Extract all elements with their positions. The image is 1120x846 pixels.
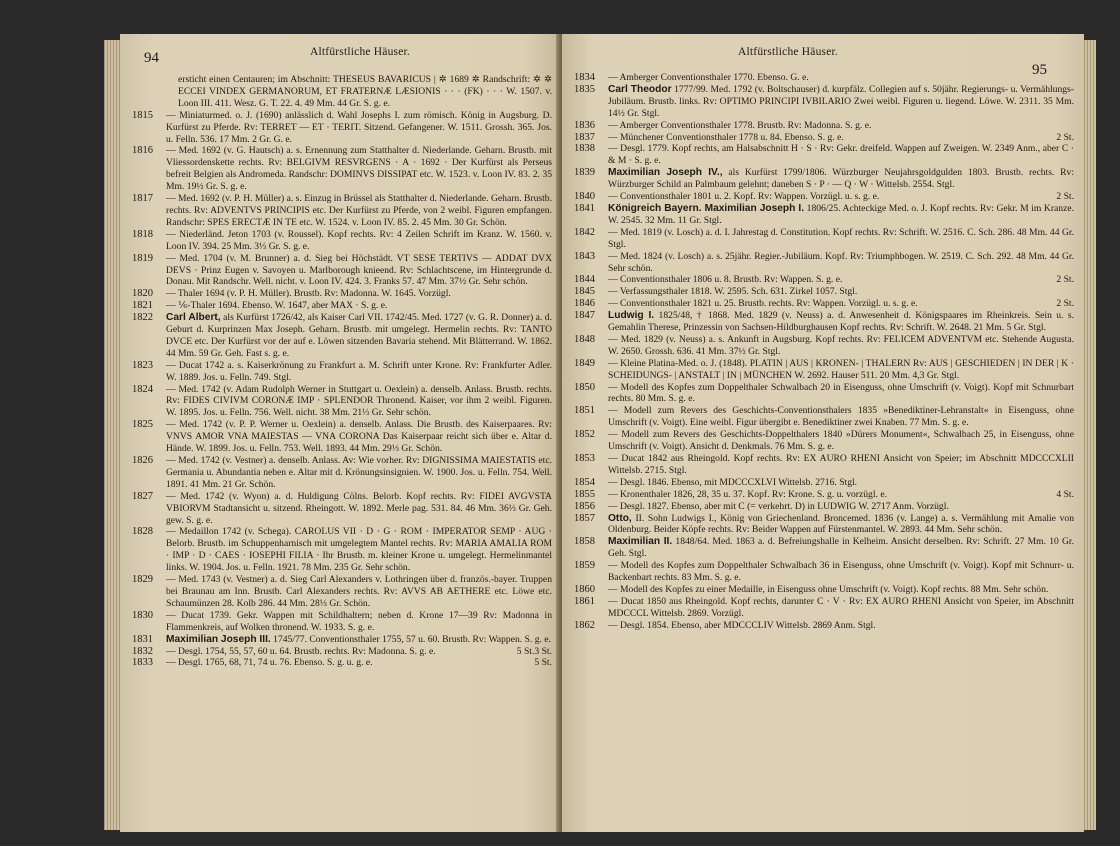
right-catalogue-entries bbox=[574, 72, 1074, 632]
entry-number: 1822 bbox=[132, 312, 153, 324]
catalogue-entry bbox=[132, 574, 552, 610]
entry-number: 1858 bbox=[574, 536, 595, 548]
entry-number: 1853 bbox=[574, 453, 595, 464]
entry-text: — Med. 1742 (v. Wyon) a. d. Huldigung Cölns. Belorb. Kopf rechts. Rv: FIDEI AVGVSTA VBIORVM Stadtansicht u. sitzend. Rheingott. W. 1892. Merle pag. 531. 84. 46 Mm. 36⅓ Gr. Geh. gew. S. g. e. bbox=[166, 490, 552, 526]
entry-text: — Medaillon 1742 (v. Schega). CAROLUS VII · D · G · ROM · IMPERATOR SEMP · AUG · Belorb. Brustb. im Schuppenharnisch mit umgelegtem Mantel rechts. Rv: MARIA AMALIA ROM · IMP · D · CAES · IOSEPHI FILIA · Ihr Brustb. m. kleiner Krone u. umgelegt. Hermelinmantel links. W. 1904. Jos. u. Felln. 1921. 78 Mm. 235 Gr. Sehr schön. bbox=[166, 526, 552, 574]
entry-text: — Med. 1824 (v. Losch) a. s. 25jähr. Regier.-Jubiläum. Kopf. Rv: Triumphbogen. W. 2519. C. Sch. 292. 48 Mm. 44 Gr. Sehr schön. bbox=[608, 250, 1074, 274]
piece-count: 2 St. bbox=[1056, 274, 1074, 286]
ruler-name: Ludwig I. bbox=[608, 310, 655, 322]
catalogue-entry bbox=[574, 274, 1074, 286]
entry-text: — Niederländ. Jeton 1703 (v. Roussel). Kopf rechts. Rv: 4 Zeilen Schrift im Kranz. W. 1560. v. Loon IV. 394. 25 Mm. 3⅓ Gr. S. g. e. bbox=[166, 228, 552, 252]
entry-number: 1862 bbox=[574, 619, 595, 631]
entry-text: — Conventionsthaler 1801 u. 2. Kopf. Rv: Wappen. Vorzügl. u. s. g. e. bbox=[608, 191, 880, 203]
entry-number: 1847 bbox=[574, 310, 595, 322]
ruler-name: Maximilian Joseph III. bbox=[166, 633, 271, 645]
piece-count: 3 St. bbox=[534, 645, 552, 657]
entry-number: 1837 bbox=[574, 131, 595, 143]
entry-text: ersticht einen Centauren; im Abschnitt: THESEUS BAVARICUS | ✲ 1689 ✲ Randschrift: ✲ ✲ ECCEI VINDEX GERMANORUM, ET FRATERNÆ LÆSIONIS · · · (FK) · · · W. 1507. v. Loon III. 411. Wesz. G. T. 22. 4. 49 Mm. 44 Gr. S. g. e. bbox=[178, 74, 552, 109]
entry-number: 1825 bbox=[132, 419, 153, 431]
entry-number: 1834 bbox=[574, 72, 595, 83]
entry-number: 1842 bbox=[574, 226, 595, 238]
ruler-name: Maximilian II. bbox=[608, 536, 673, 548]
catalogue-entry bbox=[574, 334, 1074, 358]
entry-number: 1860 bbox=[574, 583, 595, 595]
entry-number: 1818 bbox=[132, 228, 153, 240]
left-catalogue-entries bbox=[132, 74, 552, 669]
entry-number: 1852 bbox=[574, 429, 595, 441]
ruler-name: Carl Albert, bbox=[166, 312, 221, 324]
catalogue-entry bbox=[132, 145, 552, 193]
catalogue-entry bbox=[132, 229, 552, 253]
entry-number: 1857 bbox=[574, 512, 595, 524]
entry-text: — Desgl. 1765, 68, 71, 74 u. 76. Ebenso. S. g. u. g. e. bbox=[166, 657, 373, 669]
entry-text: — Med. 1742 (v. P. P. Werner u. Oexlein) a. denselb. Anlass. Die Brustb. des Kaiserpaares. Rv: VNVS AMOR VNA MAIESTAS — VNA CORONA Das Kaiserpaar reicht sich über e. Altar d. Hände. W. 1899. Jos. u. Felln. 753. Well. 1893. 44 Mm. 29⅓ Gr. Schön. bbox=[166, 419, 552, 455]
piece-count: 2 St. bbox=[1056, 298, 1074, 310]
entry-text: — Kronenthaler 1826, 28, 35 u. 37. Kopf. Rv: Krone. S. g. u. vorzügl. e. bbox=[608, 488, 887, 500]
entry-text: — Modell des Kopfes zum Doppelthaler Schwalbach 20 in Eisenguss, ohne Umschrift (v. Voigt). Kopf mit Schnurbart rechts. 80 Mm. S. g. e. bbox=[608, 381, 1074, 405]
entry-number: 1846 bbox=[574, 298, 595, 310]
catalogue-entry bbox=[132, 193, 552, 229]
left-page bbox=[120, 34, 560, 832]
catalogue-entry bbox=[132, 110, 552, 146]
entry-text: — Desgl. 1846. Ebenso, mit MDCCCXLVI Wittelsb. 2716. Stgl. bbox=[608, 476, 858, 488]
entry-text: — Modell zum Revers des Geschichts-Conventionsthalers 1835 »Benediktiner-Lehranstalt« in Eisenguss, ohne Umschrift (v. Voigt). Eine weibl. Figur übergibt e. Benediktiner zwei Knaben. 77 Mm. S. g. e. bbox=[608, 405, 1074, 429]
entry-number: 1829 bbox=[132, 574, 153, 586]
left-page-number: 94 bbox=[144, 50, 159, 66]
entry-text: — Desgl. 1779. Kopf rechts, am Halsabschnitt H · S · Rv: Gekr. dreifeld. Wappen auf Zweigen. W. 2349 Anm., aber C · & M · S. g. e. bbox=[608, 143, 1074, 167]
entry-text: — Desgl. 1827. Ebenso, aber mit C (= verkehrt. D) in LUDWIG W. 2717 Anm. Vorzügl. bbox=[608, 500, 949, 512]
entry-number: 1817 bbox=[132, 193, 153, 205]
entry-number: 1832 bbox=[132, 645, 153, 657]
entry-number: 1850 bbox=[574, 381, 595, 393]
catalogue-entry bbox=[132, 610, 552, 634]
right-page bbox=[562, 34, 1084, 832]
catalogue-entry bbox=[574, 620, 1074, 632]
entry-number: 1820 bbox=[132, 288, 153, 300]
entry-number: 1856 bbox=[574, 500, 595, 512]
entry-number: 1833 bbox=[132, 657, 153, 669]
catalogue-entry bbox=[132, 657, 552, 669]
catalogue-entry bbox=[574, 596, 1074, 620]
right-running-head: Altfürstliche Häuser. bbox=[738, 46, 839, 58]
catalogue-entry bbox=[574, 84, 1074, 120]
entry-text: — Kleine Platina-Med. o. J. (1848). PLATIN | AUS | KRONEN- | THALERN Rv: AUS | GESCHIEDEN | IN DER | K · SCHEIDUNGS- | ANSTALT | IN | MÜNCHEN W. 2692. Hauser 511. 20 Mm. 4,3 Gr. Stgl. bbox=[608, 357, 1074, 381]
entry-number: 1831 bbox=[132, 633, 153, 645]
catalogue-entry bbox=[132, 288, 552, 300]
entry-number: 1851 bbox=[574, 405, 595, 417]
entry-text: — ⅙-Thaler 1694. Ebenso. W. 1647, aber MAX · S. g. e. bbox=[166, 300, 388, 312]
entry-number: 1838 bbox=[574, 143, 595, 155]
piece-count: 5 St. bbox=[534, 657, 552, 669]
catalogue-entry bbox=[574, 560, 1074, 584]
entry-text: — Med. 1742 (v. Vestner) a. denselb. Anlass. Av: Wie vorher. Rv: DIGNISSIMA MAIESTATIS etc. Germania u. Abundantia neben e. Altar mit d. Krönungsinsignien. W. 1900. Jos. u. Felln. 754. Well. 1891. 41 Mm. 21 Gr. Schön. bbox=[166, 455, 552, 490]
catalogue-entry bbox=[574, 286, 1074, 298]
entry-text: — Med. 1819 (v. Losch) a. d. I. Jahrestag d. Constitution. Kopf rechts. Rv: Schrift. W. 2516. C. Sch. 286. 48 Mm. 44 Gr. Stgl. bbox=[608, 226, 1074, 250]
entry-number: 1824 bbox=[132, 383, 153, 395]
catalogue-entry bbox=[132, 253, 552, 289]
entry-text: 1806/25. Achteckige Med. o. J. Kopf rechts. Rv: Gekr. M im Kranze. W. 2545. 32 Mm. 11 Gr. Stgl. bbox=[608, 202, 1075, 226]
entry-text: — Desgl. 1754, 55, 57, 60 u. 64. Brustb. rechts. Rv: Madonna. S. g. e. bbox=[166, 645, 436, 657]
catalogue-entry bbox=[574, 143, 1074, 167]
catalogue-entry bbox=[574, 251, 1074, 275]
entry-text: — Med. 1743 (v. Vestner) a. d. Sieg Carl Alexanders v. Lothringen über d. französ.-bayer. Truppen bei Braunau am Inn. Brustb. Carl Alexanders rechts. Rv: AVVS AB AETHERE etc. Löwe etc. Schaumünzen 28. Kolb 286. 44 Mm. 28⅓ Gr. Schön. bbox=[166, 574, 552, 609]
entry-text: II. Sohn Ludwigs I., König von Griechenland. Broncemed. 1836 (v. Lange) a. s. Vermählung mit Amalie von Oldenburg. Beider Köpfe rechts. Rv: Beider Wappen auf Fürstenmantel. W. 2893. 44 Mm. Sehr schön. bbox=[608, 512, 1074, 536]
left-running-head: Altfürstliche Häuser. bbox=[310, 46, 411, 58]
entry-number: 1826 bbox=[132, 455, 153, 466]
catalogue-entry bbox=[574, 405, 1074, 429]
catalogue-entry bbox=[574, 477, 1074, 489]
entry-number: 1861 bbox=[574, 595, 595, 607]
entry-text: 1825/48, † 1868. Med. 1829 (v. Neuss) a. d. Anwesenheit d. Königspaares im Rheinkreis. Sein u. s. Gemahlin Therese, Prinzessin von Sachsen-Hildburghausen Kopf rechts. Rv: Schrift. W. 2648. 21 Mm. 5 Gr. Stgl. bbox=[608, 310, 1075, 334]
entry-number: 1845 bbox=[574, 286, 595, 298]
entry-text: 1777/99. Med. 1792 (v. Boltschauser) d. kurpfälz. Collegien auf s. 50jähr. Regierungs- u. Vermählungs-Jubiläum. Brustb. links. Rv: OPTIMO PRINCIPI IVBILARIO Zwei weibl. Figuren u. liegend. Löwe. W. 2311. 35 Mm. 14½ Gr. Stgl. bbox=[608, 83, 1074, 119]
entry-text: — Ducat 1742 a. s. Kaiserkrönung zu Frankfurt a. M. Schrift unter Krone. Rv: Frankfurter Adler. W. 1889. Jos. u. Felln. 749. Stgl. bbox=[166, 359, 552, 383]
catalogue-entry bbox=[574, 227, 1074, 251]
catalogue-entry bbox=[132, 491, 552, 527]
entry-text: — Med. 1704 (v. M. Brunner) a. d. Sieg bei Höchstädt. VT SESE TERTIVS — ADDAT DVX DEVS · Prinz Eugen v. Savoyen u. Marlborough knieend. Rv: Schlachtscene, im Hintergrunde d. Donau. Mit Randschr. Well. nicht. v. Loon IV. 424. 3. Franks 57. 47 Mm. 37½ Gr. Sehr schön. bbox=[166, 252, 552, 288]
piece-count: 5 St. bbox=[516, 645, 535, 657]
entry-number: 1843 bbox=[574, 250, 595, 262]
entry-text: — Modell zum Revers des Geschichts-Doppelthalers 1840 »Dürers Monument«, Schwalbach 25, in Eisenguss, ohne Umschrift (v. Voigt). Ansicht d. Denkmals. 76 Mm. S. g. e. bbox=[608, 429, 1074, 453]
catalogue-entry bbox=[574, 203, 1074, 227]
entry-text: — Med. 1742 (v. Adam Rudolph Werner in Stuttgart u. Oexlein) a. denselb. Anlass. Brustb. rechts. Rv: FIDES CIVIVM CORONÆ IMP · SPLENDOR Thronend. Kaiser, vor ihm 2 weibl. Figuren. W. 1895. Jos. u. Felln. 756. Well. nicht. 38 Mm. 21⅓ Gr. Sehr schön. bbox=[166, 383, 552, 419]
entry-number: 1854 bbox=[574, 476, 595, 488]
catalogue-entry bbox=[574, 429, 1074, 453]
entry-text: — Med. 1692 (v. G. Hautsch) a. s. Ernennung zum Statthalter d. Niederlande. Geharn. Brustb. mit Vliessordenskette rechts. Rv: BELGIVM RESVRGENS · A · 1692 · Der Kurfürst als Perseus befreit Belgien als Andromeda. Randschr: DOMINVS DISSIPAT etc. W. 1523. v. Loon IV. 83. 2. 35 Mm. 19½ Gr. S. g. e. bbox=[166, 145, 552, 193]
entry-text: als Kurfürst 1799/1806. Würzburger Neujahrsgoldgulden 1803. Brustb. rechts. Rv: Würzburger Schild an Palmbaum gelehnt; daneben S · P · — Q · W · Wittelsb. 2554. Stgl. bbox=[608, 167, 1075, 191]
entry-number: 1827 bbox=[132, 490, 153, 502]
ruler-name: Carl Theodor bbox=[608, 83, 672, 95]
catalogue-entry bbox=[574, 584, 1074, 596]
catalogue-entry bbox=[132, 312, 552, 360]
catalogue-entry bbox=[574, 382, 1074, 406]
catalogue-entry bbox=[574, 72, 1074, 84]
left-page-edges bbox=[104, 40, 120, 830]
entry-number: 1848 bbox=[574, 333, 595, 345]
entry-number: 1821 bbox=[132, 300, 153, 312]
entry-text: — Münchener Conventionsthaler 1778 u. 84. Ebenso. S. g. e. bbox=[608, 131, 844, 143]
piece-count: 4 St. bbox=[1056, 488, 1074, 500]
right-page-number: 95 bbox=[1032, 62, 1047, 78]
entry-number: 1836 bbox=[574, 119, 595, 131]
entry-text: — Thaler 1694 (v. P. H. Müller). Brustb. Rv: Madonna. W. 1645. Vorzügl. bbox=[166, 288, 451, 300]
catalogue-entry bbox=[574, 120, 1074, 132]
catalogue-entry bbox=[574, 298, 1074, 310]
catalogue-entry bbox=[132, 419, 552, 455]
catalogue-entry bbox=[132, 300, 552, 312]
entry-number: 1835 bbox=[574, 83, 595, 95]
right-page-edges bbox=[1084, 40, 1096, 830]
entry-text: — Desgl. 1854. Ebenso, aber MDCCCLIV Wittelsb. 2869 Anm. Stgl. bbox=[608, 619, 876, 631]
entry-number: 1839 bbox=[574, 167, 595, 179]
catalogue-entry bbox=[132, 360, 552, 384]
catalogue-entry bbox=[132, 455, 552, 491]
catalogue-entry bbox=[574, 132, 1074, 144]
ruler-name: Königreich Bayern. Maximilian Joseph I. bbox=[608, 202, 805, 214]
entry-number: 1844 bbox=[574, 274, 595, 286]
entry-text: als Kurfürst 1726/42, als Kaiser Carl VII. 1742/45. Med. 1727 (v. G. R. Donner) a. d. Geburt d. Kurprinzen Max Joseph. Geharn. Brustb. mit umgelegt. Hermelin rechts. Rv: TANTO DVCE etc. Der Kurfürst vor der auf e. Löwen sitzenden Bavaria stehend. Mit Blätterrand. W. 1862. 44 Mm. 59 Gr. Geh. Fast s. g. e. bbox=[166, 312, 552, 359]
entry-text: — Modell des Kopfes zum Doppelthaler Schwalbach 36 in Eisenguss, ohne Umschrift (v. Voigt). Kopf mit Schnurr- u. Backenbart rechts. 83 Mm. S. g. e. bbox=[608, 560, 1074, 584]
entry-number: 1816 bbox=[132, 145, 153, 157]
entry-text: 1745/77. Conventionsthaler 1755, 57 u. 60. Brustb. Rv: Wappen. S. g. e. bbox=[273, 633, 551, 645]
entry-text: — Ducat 1739. Gekr. Wappen mit Schildhaltern; neben d. Krone 17—39 Rv: Madonna in Flammenkreis, auf Wolken thronend. W. 1933. S. g. e. bbox=[166, 609, 552, 633]
piece-count: 2 St. bbox=[1056, 191, 1074, 203]
entry-text: — Verfassungsthaler 1818. W. 2595. Sch. 631. Zirkel 1057. Stgl. bbox=[608, 286, 858, 298]
entry-number: 1815 bbox=[132, 109, 153, 121]
entry-text: 1848/64. Med. 1863 a. d. Befreiungshalle in Kelheim. Ansicht derselben. Rv: Schrift. 27 Mm. 10 Gr. Geh. Stgl. bbox=[608, 536, 1074, 560]
catalogue-entry bbox=[132, 384, 552, 420]
catalogue-entry bbox=[574, 358, 1074, 382]
entry-text: — Amberger Conventionsthaler 1778. Brustb. Rv: Madonna. S. g. e. bbox=[608, 119, 872, 131]
entry-number: 1855 bbox=[574, 488, 595, 500]
catalogue-entry bbox=[574, 513, 1074, 537]
entry-number: 1828 bbox=[132, 526, 153, 538]
entry-text: — Conventionsthaler 1821 u. 25. Brustb. rechts. Rv: Wappen. Vorzügl. u. s. g. e. bbox=[608, 298, 918, 310]
catalogue-entry bbox=[574, 536, 1074, 560]
catalogue-entry bbox=[132, 74, 552, 110]
catalogue-entry bbox=[574, 167, 1074, 191]
entry-text: — Conventionsthaler 1806 u. 8. Brustb. Rv: Wappen. S. g. e. bbox=[608, 274, 843, 286]
ruler-name: Maximilian Joseph IV., bbox=[608, 167, 723, 179]
entry-number: 1849 bbox=[574, 357, 595, 369]
catalogue-entry bbox=[574, 310, 1074, 334]
catalogue-entry bbox=[574, 453, 1074, 477]
entry-number: 1840 bbox=[574, 191, 595, 203]
entry-number: 1823 bbox=[132, 359, 153, 371]
entry-number: 1830 bbox=[132, 609, 153, 621]
entry-number: 1859 bbox=[574, 560, 595, 572]
entry-text: — Ducat 1850 aus Rheingold. Kopf rechts, darunter C · V · Rv: EX AURO RHENI Ansicht von Speier, im Abschnitt MDCCCL Wittelsb. 2869. Vorzügl. bbox=[608, 595, 1074, 619]
entry-text: — Med. 1692 (v. P. H. Müller) a. s. Einzug in Brüssel als Statthalter d. Niederlande. Geharn. Brustb. rechts. Rv: ADVENTVS PRINCIPIS etc. Der Kurfürst zu Pferde, von 2 weibl. Figuren empfangen. Randschr: SPES ERECTÆ IN TE etc. W. 1524. v. Loon IV. 85. 2. 45 Mm. 30 Gr. Schön. bbox=[166, 193, 552, 228]
piece-count: 2 St. bbox=[1056, 131, 1074, 143]
entry-text: — Med. 1829 (v. Neuss) a. s. Ankunft in Augsburg. Kopf rechts. Rv: FELICEM ADVENTVM etc. Stehende Augusta. W. 2650. Grossh. 636. 41 Mm. 37½ Gr. Stgl. bbox=[608, 333, 1074, 357]
catalogue-entry bbox=[574, 191, 1074, 203]
catalogue-entry bbox=[574, 501, 1074, 513]
entry-text: — Ducat 1842 aus Rheingold. Kopf rechts. Rv: EX AURO RHENI Ansicht von Speier; im Abschnitt MDCCCXLII Wittelsb. 2715. Stgl. bbox=[608, 453, 1074, 476]
entry-number: 1841 bbox=[574, 202, 595, 214]
entry-text: — Amberger Conventionsthaler 1770. Ebenso. G. e. bbox=[608, 72, 809, 83]
entry-text: — Modell des Kopfes zu einer Medaille, in Eisenguss ohne Umschrift (v. Voigt). Kopf rechts. 88 Mm. Sehr schön. bbox=[608, 583, 1049, 595]
catalogue-entry bbox=[132, 646, 552, 658]
ruler-name: Otto, bbox=[608, 512, 632, 524]
catalogue-entry bbox=[574, 489, 1074, 501]
entry-text: — Miniaturmed. o. J. (1690) anlässlich d. Wahl Josephs I. zum römisch. König in Augsburg. D. Kurfürst zu Pferde. Rv: TERRET — ET · TERIT. Sitzend. Gefangener. W. 1511. Grossh. 365. Jos. u. Felln. 536. 17 Mm. 2 Gr. G. e. bbox=[166, 109, 552, 145]
entry-number: 1819 bbox=[132, 252, 153, 264]
catalogue-entry bbox=[132, 526, 552, 574]
